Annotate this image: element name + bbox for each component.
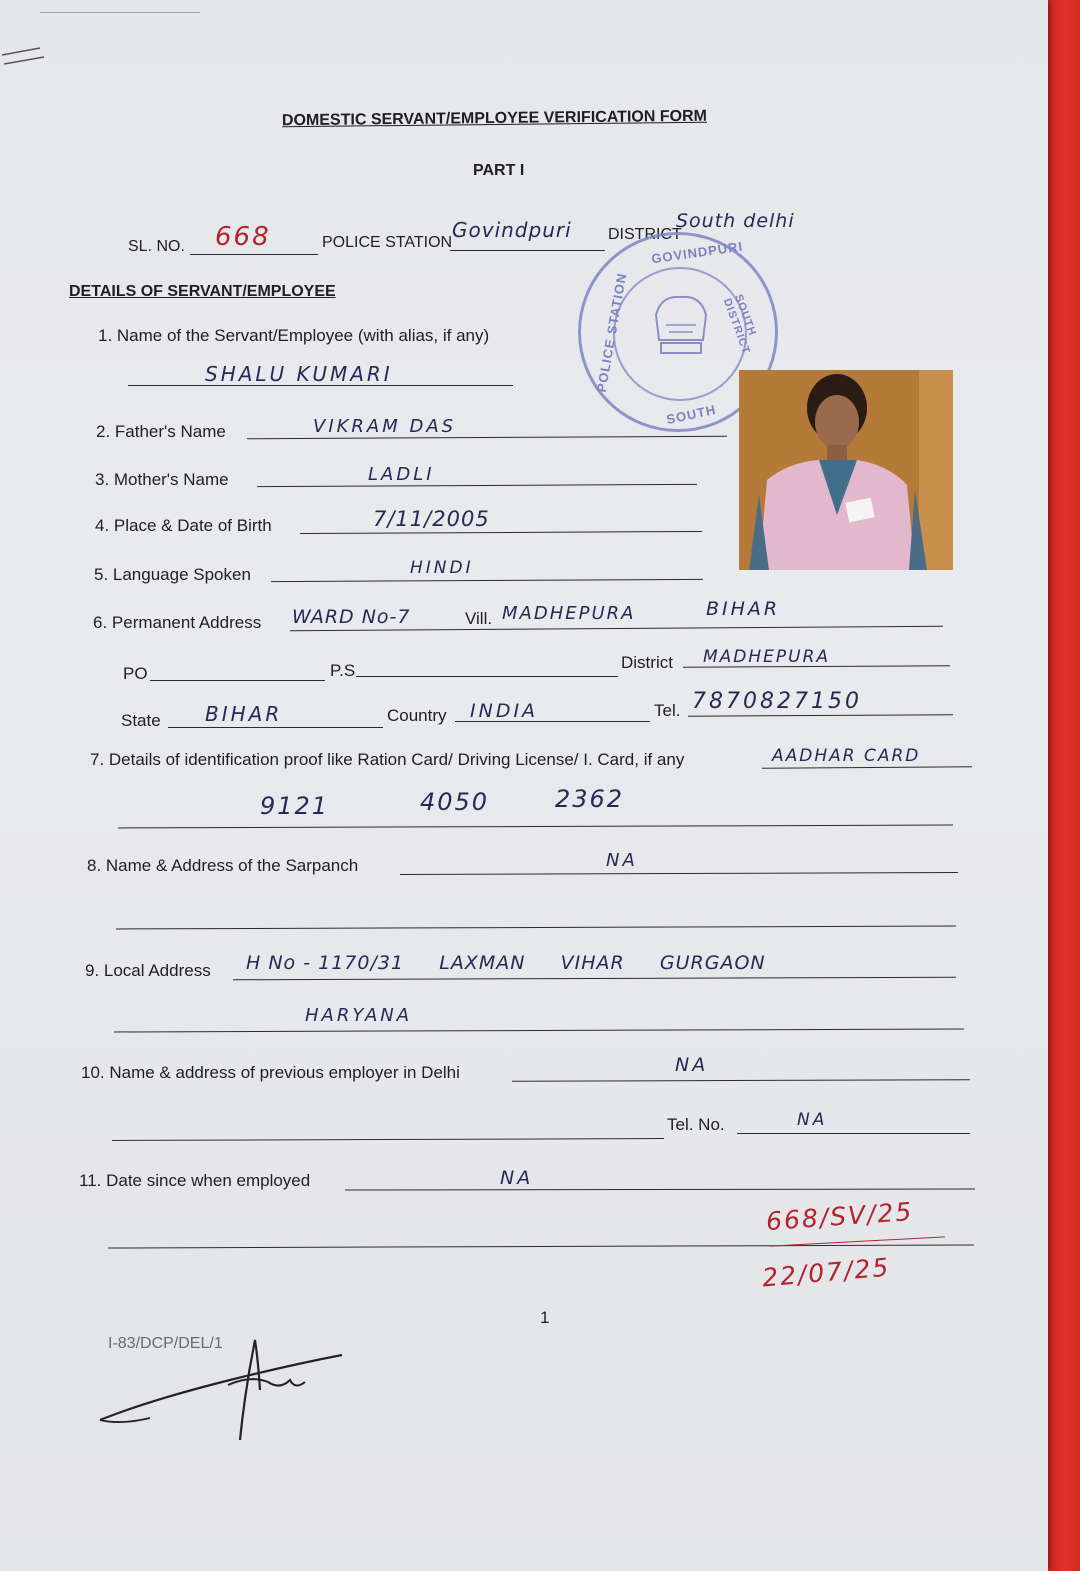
- tel-label: Tel.: [654, 701, 681, 720]
- stamp-text-right: SOUTH DISTRICT: [720, 292, 759, 357]
- stamp-text-top: GOVINDPURI: [650, 238, 744, 267]
- corner-pen-mark: [0, 40, 50, 70]
- district-value: MADHEPURA: [703, 647, 831, 667]
- stamp-text-bottom: SOUTH: [664, 401, 718, 428]
- employee-photo: [739, 370, 953, 570]
- tel-no-value: NA: [797, 1110, 828, 1130]
- country-value: INDIA: [470, 700, 539, 722]
- country-label: Country: [387, 706, 447, 725]
- q10-value: NA: [675, 1054, 709, 1076]
- po-line: [150, 680, 325, 681]
- section-heading: DETAILS OF SERVANT/EMPLOYEE: [69, 283, 336, 300]
- q11-label: 11. Date since when employed: [79, 1171, 311, 1190]
- q7-line: [762, 766, 972, 768]
- q9-label: 9. Local Address: [85, 961, 211, 980]
- sl-no-line: [190, 254, 318, 255]
- emblem-icon: [641, 285, 721, 375]
- q11-value: NA: [500, 1167, 534, 1189]
- q2-value: VIKRAM DAS: [313, 416, 457, 437]
- q5-label: 5. Language Spoken: [94, 565, 251, 584]
- police-station-label: POLICE STATION: [322, 234, 453, 251]
- state-line: [168, 727, 383, 728]
- footer-code: I-83/DCP/DEL/1: [108, 1335, 223, 1352]
- tel-no-label: Tel. No.: [667, 1115, 725, 1134]
- q4-line: [300, 531, 702, 534]
- stamp-text-left: POLICE STATION: [593, 271, 630, 394]
- q8-line: [400, 872, 958, 875]
- q9-value-2: HARYANA: [305, 1005, 413, 1026]
- q6-state-extra: BIHAR: [706, 598, 781, 620]
- q9-line-2: [114, 1029, 964, 1033]
- q7-label: 7. Details of identification proof like Ration Card/ Driving License/ I. Card, if any: [90, 750, 685, 769]
- q7-value: AADHAR CARD: [772, 746, 921, 766]
- q2-label: 2. Father's Name: [96, 422, 226, 441]
- q1-value: SHALU KUMARI: [205, 362, 393, 386]
- q7-number-3: 2362: [555, 785, 625, 813]
- sl-no-value: 668: [215, 222, 271, 252]
- q10-line: [512, 1079, 970, 1082]
- q4-value: 7/11/2005: [373, 507, 490, 531]
- form-title: DOMESTIC SERVANT/EMPLOYEE VERIFICATION FORM: [281, 107, 707, 130]
- q10-line-2: [112, 1138, 664, 1141]
- state-value: BIHAR: [205, 702, 283, 726]
- tel-no-line: [737, 1133, 970, 1134]
- ps-label: P.S: [330, 661, 356, 680]
- reference-date: 22/07/25: [760, 1252, 892, 1293]
- page-number: 1: [540, 1308, 550, 1327]
- q11-line: [345, 1188, 975, 1190]
- q11-line-2: [108, 1244, 974, 1248]
- sl-no-label: SL. NO.: [128, 238, 185, 255]
- part-label: PART I: [473, 162, 525, 179]
- q3-line: [257, 484, 697, 487]
- q5-line: [271, 579, 703, 582]
- q3-value: LADLI: [368, 464, 435, 485]
- district-header-label: DISTRICT: [608, 226, 682, 243]
- q6-vill-value: MADHEPURA: [502, 603, 636, 624]
- q9-line: [233, 977, 956, 981]
- police-station-line: [450, 250, 605, 251]
- q1-label: 1. Name of the Servant/Employee (with alias, if any): [98, 326, 490, 345]
- ps-line: [356, 676, 618, 677]
- q9-value: H No - 1170/31 LAXMAN VIHAR GURGAON: [246, 952, 766, 974]
- police-station-value: Govindpuri: [452, 218, 572, 242]
- reference-number: 668/SV/25: [765, 1196, 915, 1237]
- po-label: PO: [123, 664, 148, 683]
- tel-line: [688, 714, 953, 716]
- q7-number-1: 9121: [260, 792, 330, 820]
- q4-label: 4. Place & Date of Birth: [95, 516, 272, 535]
- state-label: State: [121, 711, 161, 730]
- district-label: District: [621, 653, 673, 672]
- q8-label: 8. Name & Address of the Sarpanch: [87, 856, 359, 875]
- signature: [90, 1330, 360, 1450]
- top-margin-line: [40, 12, 200, 13]
- q10-label: 10. Name & address of previous employer in Delhi: [81, 1063, 460, 1082]
- district-header-value: South delhi: [676, 210, 795, 232]
- q8-value: NA: [606, 850, 638, 871]
- q5-value: HINDI: [410, 558, 474, 578]
- q7-number-2: 4050: [420, 788, 490, 816]
- q3-label: 3. Mother's Name: [95, 470, 229, 489]
- q7-line-2: [118, 825, 953, 829]
- q6-label: 6. Permanent Address: [93, 613, 262, 632]
- q6-vill-label: Vill.: [465, 609, 493, 628]
- q6-ward-value: WARD No-7: [292, 606, 411, 628]
- tel-value: 7870827150: [692, 689, 862, 714]
- q8-line-2: [116, 926, 956, 930]
